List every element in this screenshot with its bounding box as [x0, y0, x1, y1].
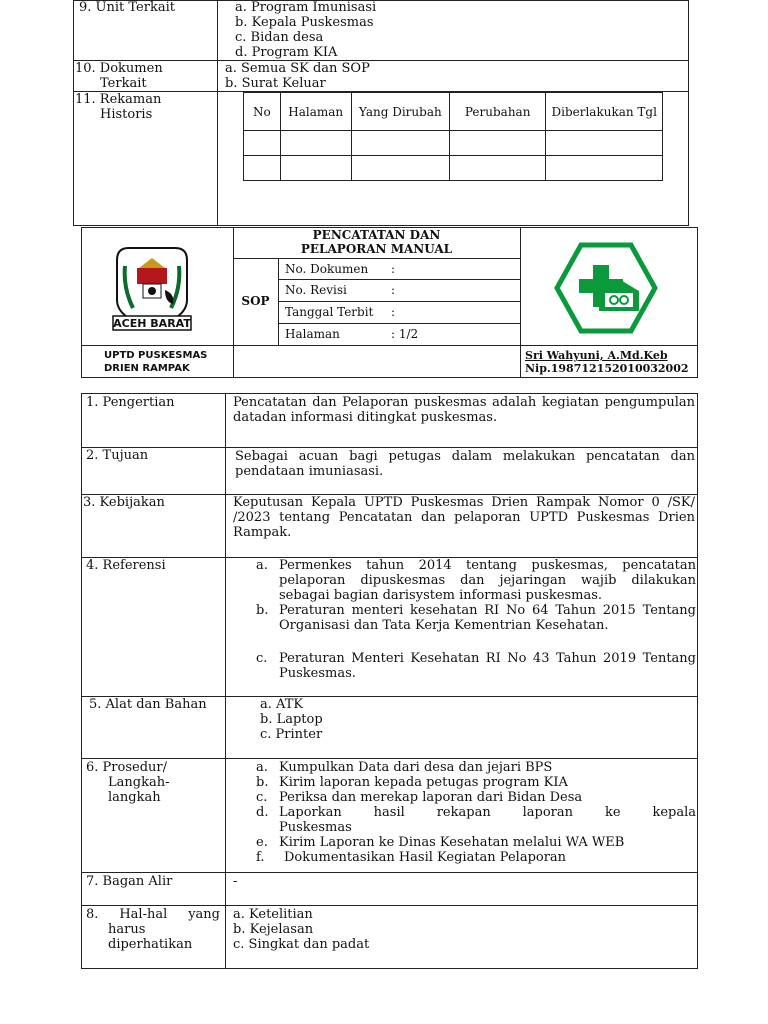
list-item: b. Surat Keluar: [225, 76, 326, 91]
table-header: Diberlakukan Tgl: [546, 93, 663, 131]
list-item: f. Dokumentasikan Hasil Kegiatan Pelaporan: [256, 850, 567, 865]
pengertian-text: Pencatatan dan Pelaporan puskesmas adalah kegiatan pengumpulan datadan informasi ditingkat puskesmas.: [233, 395, 695, 425]
org-name-2: DRIEN RAMPAK: [104, 363, 190, 374]
field-no-revisi: No. Revisi :: [285, 283, 396, 297]
field-halaman: Halaman : 1/2: [285, 327, 419, 341]
field-no-dokumen: No. Dokumen :: [285, 262, 396, 276]
list-item: a. Program Imunisasi: [235, 0, 377, 15]
bagan-label: 7. Bagan Alir: [86, 874, 173, 889]
list-item: b. Kepala Puskesmas: [235, 15, 374, 30]
table-header: Yang Dirubah: [351, 93, 449, 131]
list-item: d. Program KIA: [235, 45, 338, 60]
referensi-item-b: b. Peraturan menteri kesehatan RI No 64 Tahun 2015 Tentang Organisasi dan Tata Kerja Kementrian Kesehatan.: [256, 603, 696, 633]
kebijakan-text: Keputusan Kepala UPTD Puskesmas Drien Rampak Nomor 0 /SK/ /2023 tentang Pencatatan dan pelaporan UPTD Puskesmas Drien Rampak.: [233, 495, 695, 540]
org-name-1: UPTD PUSKESMAS: [104, 350, 208, 361]
referensi-label: 4. Referensi: [86, 558, 166, 573]
sop-title-line-1: PENCATATAN DAN: [312, 228, 441, 242]
table-header: No: [244, 93, 281, 131]
prosedur-label-1: 6. Prosedur/: [86, 760, 167, 775]
sop-content-table: [81, 393, 698, 969]
kebijakan-label: 3. Kebijakan: [83, 495, 165, 510]
revision-history-table: [243, 92, 663, 181]
list-item: b. Kirim laporan kepada petugas program KIA: [256, 775, 568, 790]
referensi-item-c: c. Peraturan Menteri Kesehatan RI No 43 Tahun 2019 Tentang Puskesmas.: [256, 651, 696, 681]
hal-list: [233, 907, 369, 952]
unit-terkait-list: [235, 0, 376, 60]
hal-label-1: 8. Hal-hal yang: [86, 907, 220, 922]
hal-label-3: diperhatikan: [108, 937, 193, 952]
list-item: c. Periksa dan merekap laporan dari Bidan Desa: [256, 790, 583, 805]
signer-name: Sri Wahyuni, A.Md.Keb: [525, 349, 668, 362]
list-item: c. Bidan desa: [235, 30, 324, 45]
table-row: [244, 156, 663, 181]
logo-caption: ACEH BARAT: [113, 317, 191, 330]
referensi-item-a: a. Permenkes tahun 2014 tentang puskesmas, pencatatan pelaporan dipuskesmas dan jejaringan wajib dilakukan sebagai bagian darisystem informasi puskesmas.: [256, 558, 696, 603]
list-item: a. Semua SK dan SOP: [225, 61, 370, 76]
dokumen-terkait-label-2: Terkait: [100, 76, 147, 91]
bagan-text: -: [233, 874, 238, 889]
list-item: c. Singkat dan padat: [233, 937, 370, 952]
pengertian-label: 1. Pengertian: [86, 395, 175, 410]
sop-label: SOP: [241, 294, 270, 308]
dokumen-terkait-label: 10. Dokumen: [75, 61, 163, 76]
table-header: Halaman: [280, 93, 351, 131]
rekaman-historis-label-2: Historis: [100, 107, 153, 122]
list-item: a. ATK: [260, 697, 304, 712]
hal-label-2: harus: [108, 922, 146, 937]
signer-nip: Nip.198712152010032002: [525, 362, 689, 375]
prosedur-label-3: langkah: [108, 790, 161, 805]
tujuan-label: 2. Tujuan: [86, 448, 149, 463]
list-item: c. Printer: [260, 727, 323, 742]
field-tanggal-terbit: Tanggal Terbit :: [285, 305, 396, 319]
prosedur-label-2: Langkah-: [108, 775, 170, 790]
list-item: a. Kumpulkan Data dari desa dan jejari BPS: [256, 760, 553, 775]
alat-list: [260, 697, 323, 742]
alat-label: 5. Alat dan Bahan: [89, 697, 207, 712]
dokumen-terkait-list: [225, 61, 370, 91]
list-item: a. Ketelitian: [233, 907, 313, 922]
table-row: [244, 131, 663, 156]
table-header: Perubahan: [449, 93, 546, 131]
puskesmas-logo: [553, 241, 659, 335]
aceh-barat-logo: [103, 238, 201, 334]
prosedur-list: [256, 760, 696, 865]
tujuan-text: Sebagai acuan bagi petugas dalam melakukan pencatatan dan pendataan imuniasasi.: [235, 449, 695, 479]
sop-title-line-2: PELAPORAN MANUAL: [300, 242, 453, 256]
rekaman-historis-label: 11. Rekaman: [75, 92, 162, 107]
list-item: e. Kirim Laporan ke Dinas Kesehatan melalui WA WEB: [256, 835, 625, 850]
unit-terkait-label: 9. Unit Terkait: [79, 0, 175, 15]
list-item: b. Laptop: [260, 712, 323, 727]
list-item: d. Laporkan hasil rekapan laporan ke kepala Puskesmas: [256, 805, 696, 835]
list-item: b. Kejelasan: [233, 922, 314, 937]
